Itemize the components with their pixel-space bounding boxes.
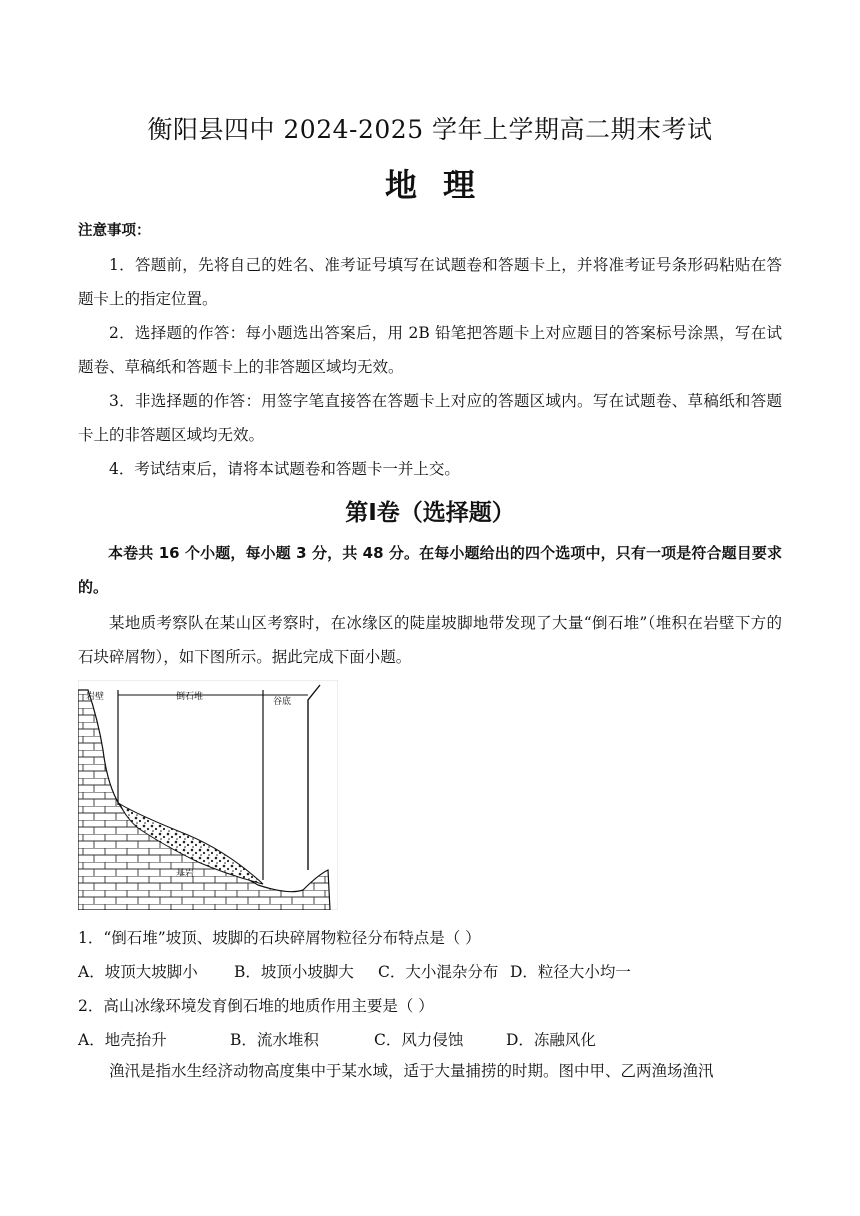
question-2-stem: 2．高山冰缘环境发育倒石堆的地质作用主要是（ ） (78, 997, 434, 1015)
question-1-stem: 1．“倒石堆”坡顶、坡脚的石块碎屑物粒径分布特点是（ ） (78, 929, 481, 947)
q2-option-c[interactable]: C．风力侵蚀 (374, 1031, 464, 1049)
notice-heading: 注意事项： (78, 223, 151, 239)
question-1-options (78, 960, 631, 982)
notice-item-2: 2．选择题的作答：每小题选出答案后，用 2B 铅笔把答题卡上对应题目的答案标号涂黑，写在试题卷、草稿纸和答题卡上的非答题区域均无效。 (78, 324, 782, 376)
label-bedrock: 基岩 (176, 869, 195, 879)
section-title: 第Ⅰ卷（选择题） (345, 500, 515, 526)
talus-diagram (78, 680, 338, 910)
notice-item-4: 4．考试结束后，请将本试题卷和答题卡一并上交。 (109, 460, 460, 478)
q1-option-d[interactable]: D．粒径大小均一 (510, 963, 631, 981)
label-talus: 倒石堆 (176, 692, 204, 702)
passage-2: 渔汛是指水生经济动物高度集中于某水域，适于大量捕捞的时期。图中甲、乙两渔场渔汛 (109, 1062, 714, 1080)
question-2-options (78, 1028, 596, 1050)
q2-option-b[interactable]: B．流水堆积 (230, 1031, 319, 1049)
label-wall: 岩壁 (86, 692, 105, 702)
q1-option-c[interactable]: C．大小混杂分布 (378, 963, 499, 981)
q1-option-a[interactable]: A．坡顶大坡脚小 (78, 963, 198, 981)
label-valley: 谷底 (273, 697, 292, 707)
exam-title: 衡阳县四中 2024-2025 学年上学期高二期末考试 (147, 115, 713, 144)
notice-item-1: 1．答题前，先将自己的姓名、准考证号填写在试题卷和答题卡上，并将准考证号条形码粘贴在答题卡上的指定位置。 (78, 256, 782, 308)
q2-option-d[interactable]: D．冻融风化 (506, 1031, 596, 1049)
q1-option-b[interactable]: B．坡顶小坡脚大 (234, 963, 354, 981)
section-instruction: 本卷共 16 个小题，每小题 3 分，共 48 分。在每小题给出的四个选项中，只有一项是符合题目要求的。 (78, 544, 782, 596)
notice-item-3: 3．非选择题的作答：用签字笔直接答在答题卡上对应的答题区域内。写在试题卷、草稿纸和答题卡上的非答题区域均无效。 (78, 392, 782, 444)
q2-option-a[interactable]: A．地壳抬升 (78, 1031, 167, 1049)
subject-title: 地理 (384, 166, 501, 204)
passage-1: 某地质考察队在某山区考察时，在冰缘区的陡崖坡脚地带发现了大量“倒石堆”（堆积在岩壁下方的石块碎屑物），如下图所示。据此完成下面小题。 (78, 614, 782, 666)
